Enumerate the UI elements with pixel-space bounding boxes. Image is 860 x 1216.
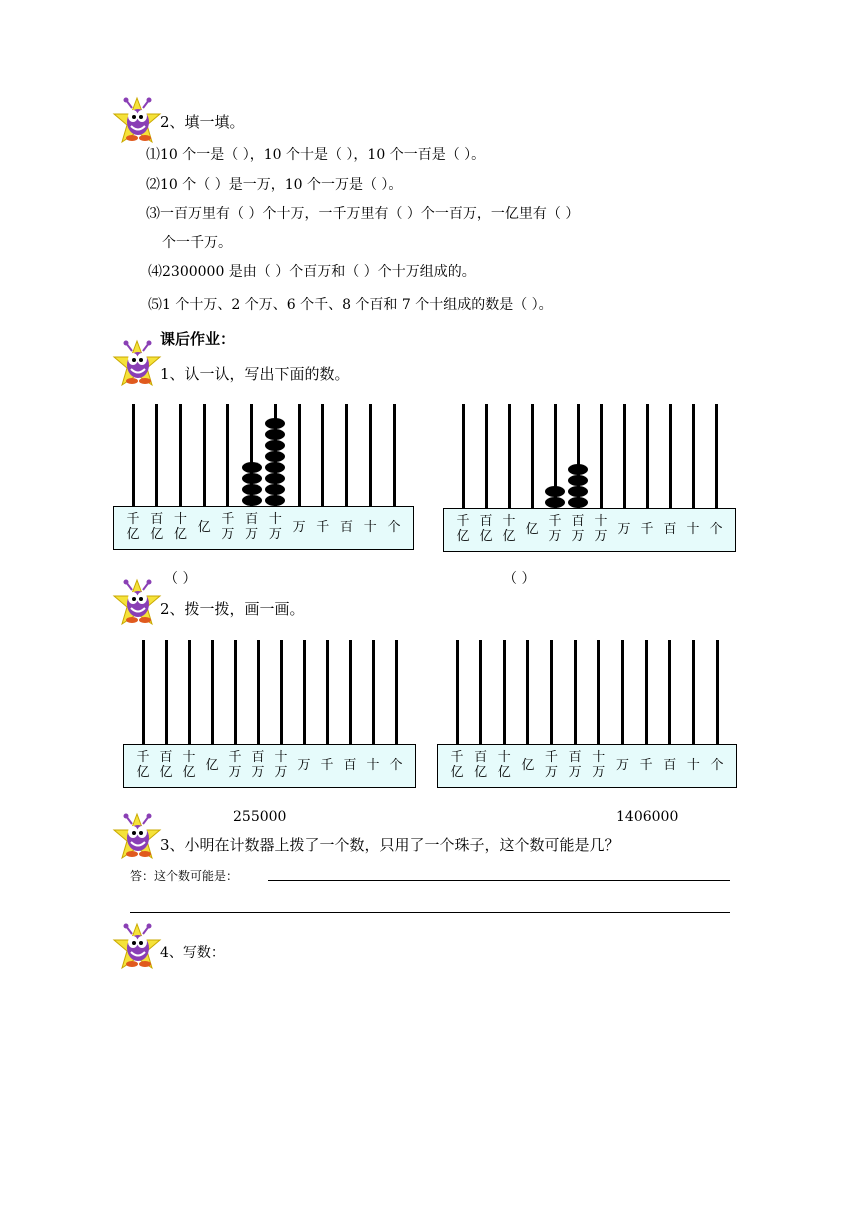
place-label: 百 <box>474 750 488 765</box>
abacus-rod[interactable] <box>550 640 553 744</box>
abacus-rod[interactable] <box>462 404 465 508</box>
place-label: 万 <box>615 758 629 773</box>
abacus-bead[interactable] <box>265 451 285 462</box>
place-label: 十 <box>363 520 377 535</box>
place-label: 万 <box>571 529 585 544</box>
place-label: 亿 <box>502 529 516 544</box>
q2-number-left: 255000 <box>233 809 287 825</box>
abacus-rod[interactable] <box>369 404 372 506</box>
abacus-rod[interactable] <box>132 404 135 506</box>
q1-answer-left: （ ） <box>164 571 197 587</box>
q1-title: 1、认一认，写出下面的数。 <box>160 365 350 383</box>
abacus-bead[interactable] <box>242 462 262 473</box>
place-label: 万 <box>592 765 606 780</box>
place-label: 百 <box>251 750 265 765</box>
section-fill-title: 2、填一填。 <box>160 113 245 131</box>
abacus-rod[interactable] <box>623 404 626 508</box>
place-label: 千 <box>228 750 242 765</box>
place-label: 亿 <box>136 765 150 780</box>
abacus-rod[interactable] <box>165 640 168 744</box>
place-label: 万 <box>297 758 311 773</box>
abacus-q2-right <box>437 640 737 788</box>
place-label: 亿 <box>126 527 140 542</box>
place-label: 千 <box>456 514 470 529</box>
place-label: 千 <box>316 520 330 535</box>
place-label: 百 <box>343 758 357 773</box>
abacus-rod[interactable] <box>479 640 482 744</box>
abacus-bead[interactable] <box>242 495 262 506</box>
abacus-bead[interactable] <box>265 484 285 495</box>
mascot-icon <box>112 576 162 630</box>
place-label: 千 <box>450 750 464 765</box>
place-label: 万 <box>274 765 288 780</box>
abacus-rod[interactable] <box>692 640 695 744</box>
abacus-bead[interactable] <box>242 484 262 495</box>
fill-item-2: ⑵10 个（ ）是一万，10 个一万是（ ）。 <box>146 177 403 193</box>
abacus-bead[interactable] <box>265 495 285 506</box>
abacus-rod[interactable] <box>234 640 237 744</box>
place-label: 万 <box>228 765 242 780</box>
abacus-rod[interactable] <box>257 640 260 744</box>
abacus-q1-left <box>113 404 414 550</box>
place-label: 十 <box>173 512 187 527</box>
abacus-rod[interactable] <box>669 404 672 508</box>
place-label: 万 <box>594 529 608 544</box>
abacus-bead[interactable] <box>545 497 565 508</box>
abacus-bead[interactable] <box>242 473 262 484</box>
place-label: 千 <box>639 758 653 773</box>
place-label: 个 <box>389 758 403 773</box>
q1-answer-right: （ ） <box>503 571 536 587</box>
mascot-icon <box>112 337 162 391</box>
place-label: 千 <box>320 758 334 773</box>
place-label: 千 <box>548 514 562 529</box>
place-label: 亿 <box>450 765 464 780</box>
place-label: 万 <box>292 520 306 535</box>
abacus-rod[interactable] <box>303 640 306 744</box>
place-label: 千 <box>126 512 140 527</box>
mascot-icon <box>112 810 162 864</box>
place-label: 十 <box>182 750 196 765</box>
place-label: 十 <box>497 750 511 765</box>
abacus-rod[interactable] <box>188 640 191 744</box>
place-label: 亿 <box>525 522 539 537</box>
abacus-rod[interactable] <box>574 640 577 744</box>
fill-item-5: ⑸1 个十万、2 个万、6 个千、8 个百和 7 个十组成的数是（ ）。 <box>148 297 553 313</box>
abacus-bead[interactable] <box>265 440 285 451</box>
place-label: 亿 <box>205 758 219 773</box>
place-label: 亿 <box>497 765 511 780</box>
abacus-rod[interactable] <box>645 640 648 744</box>
place-label: 亿 <box>479 529 493 544</box>
place-label: 个 <box>710 758 724 773</box>
place-label: 百 <box>159 750 173 765</box>
place-label: 十 <box>274 750 288 765</box>
abacus-rod[interactable] <box>621 640 624 744</box>
place-label: 万 <box>617 522 631 537</box>
place-label: 个 <box>387 520 401 535</box>
q2-title: 2、拨一拨，画一画。 <box>160 600 305 618</box>
place-label: 亿 <box>521 758 535 773</box>
place-label: 百 <box>663 522 677 537</box>
place-label: 亿 <box>474 765 488 780</box>
place-label: 亿 <box>150 527 164 542</box>
place-label: 百 <box>479 514 493 529</box>
place-label: 万 <box>221 527 235 542</box>
abacus-rod[interactable] <box>393 404 396 506</box>
place-label: 亿 <box>456 529 470 544</box>
abacus-bead[interactable] <box>568 464 588 475</box>
abacus-bead[interactable] <box>265 429 285 440</box>
place-label: 十 <box>592 750 606 765</box>
place-label: 亿 <box>173 527 187 542</box>
abacus-bead[interactable] <box>568 486 588 497</box>
abacus-rod[interactable] <box>716 640 719 744</box>
abacus-rod[interactable] <box>203 404 206 506</box>
abacus-rod[interactable] <box>321 404 324 506</box>
abacus-rod[interactable] <box>668 640 671 744</box>
fill-item-1: ⑴10 个一是（ ），10 个十是（ ），10 个一百是（ ）。 <box>146 147 486 163</box>
place-label: 万 <box>268 527 282 542</box>
abacus-rod[interactable] <box>715 404 718 508</box>
place-label: 万 <box>548 529 562 544</box>
abacus-rod[interactable] <box>531 404 534 508</box>
place-label: 百 <box>340 520 354 535</box>
fill-item-3-cont: 个一千万。 <box>162 235 232 251</box>
abacus-rod[interactable] <box>345 404 348 506</box>
abacus-q2-left <box>123 640 416 788</box>
place-label: 十 <box>686 522 700 537</box>
abacus-rod[interactable] <box>508 404 511 508</box>
place-label: 万 <box>251 765 265 780</box>
place-label: 十 <box>686 758 700 773</box>
place-label: 万 <box>245 527 259 542</box>
place-label: 百 <box>568 750 582 765</box>
abacus-bead[interactable] <box>265 462 285 473</box>
place-label: 千 <box>221 512 235 527</box>
place-label: 万 <box>568 765 582 780</box>
abacus-rod[interactable] <box>142 640 145 744</box>
mascot-icon <box>112 920 162 974</box>
place-label: 百 <box>245 512 259 527</box>
abacus-bead[interactable] <box>265 473 285 484</box>
abacus-bead[interactable] <box>545 486 565 497</box>
abacus-rod[interactable] <box>597 640 600 744</box>
abacus-rod[interactable] <box>349 640 352 744</box>
q3-answer-label: 答：这个数可能是： <box>130 869 239 883</box>
abacus-rod[interactable] <box>503 640 506 744</box>
place-label: 百 <box>663 758 677 773</box>
place-label: 十 <box>502 514 516 529</box>
abacus-rod[interactable] <box>692 404 695 508</box>
abacus-rod[interactable] <box>526 640 529 744</box>
abacus-rod[interactable] <box>298 404 301 506</box>
abacus-rod[interactable] <box>326 640 329 744</box>
abacus-rod[interactable] <box>456 640 459 744</box>
fill-item-4: ⑷2300000 是由（ ）个百万和（ ）个十万组成的。 <box>148 264 476 280</box>
place-label: 十 <box>268 512 282 527</box>
place-label: 亿 <box>197 520 211 535</box>
place-label: 百 <box>571 514 585 529</box>
place-label: 亿 <box>159 765 173 780</box>
abacus-q1-right <box>443 404 736 552</box>
mascot-icon <box>112 94 162 148</box>
homework-title: 课后作业： <box>160 330 236 348</box>
place-label: 亿 <box>182 765 196 780</box>
place-label: 十 <box>594 514 608 529</box>
abacus-rod[interactable] <box>395 640 398 744</box>
abacus-rod[interactable] <box>600 404 603 508</box>
place-label: 个 <box>709 522 723 537</box>
q4-title: 4、写数： <box>160 945 225 961</box>
place-label: 十 <box>366 758 380 773</box>
abacus-bead[interactable] <box>568 497 588 508</box>
fill-item-3: ⑶一百万里有（ ）个十万，一千万里有（ ）个一百万，一亿里有（ ） <box>146 206 580 222</box>
abacus-rod[interactable] <box>179 404 182 506</box>
abacus-rod[interactable] <box>226 404 229 506</box>
abacus-rod[interactable] <box>155 404 158 506</box>
abacus-bead[interactable] <box>568 475 588 486</box>
answer-line[interactable] <box>268 880 730 881</box>
answer-line[interactable] <box>130 912 730 913</box>
abacus-rod[interactable] <box>485 404 488 508</box>
place-label: 千 <box>640 522 654 537</box>
place-label: 百 <box>150 512 164 527</box>
abacus-rod[interactable] <box>280 640 283 744</box>
place-label: 千 <box>136 750 150 765</box>
abacus-bead[interactable] <box>265 418 285 429</box>
q2-number-right: 1406000 <box>616 809 679 825</box>
abacus-rod[interactable] <box>372 640 375 744</box>
place-label: 万 <box>545 765 559 780</box>
abacus-rod[interactable] <box>211 640 214 744</box>
abacus-rod[interactable] <box>646 404 649 508</box>
place-label: 千 <box>545 750 559 765</box>
q3-title: 3、小明在计数器上拨了一个数，只用了一个珠子，这个数可能是几？ <box>160 836 620 854</box>
